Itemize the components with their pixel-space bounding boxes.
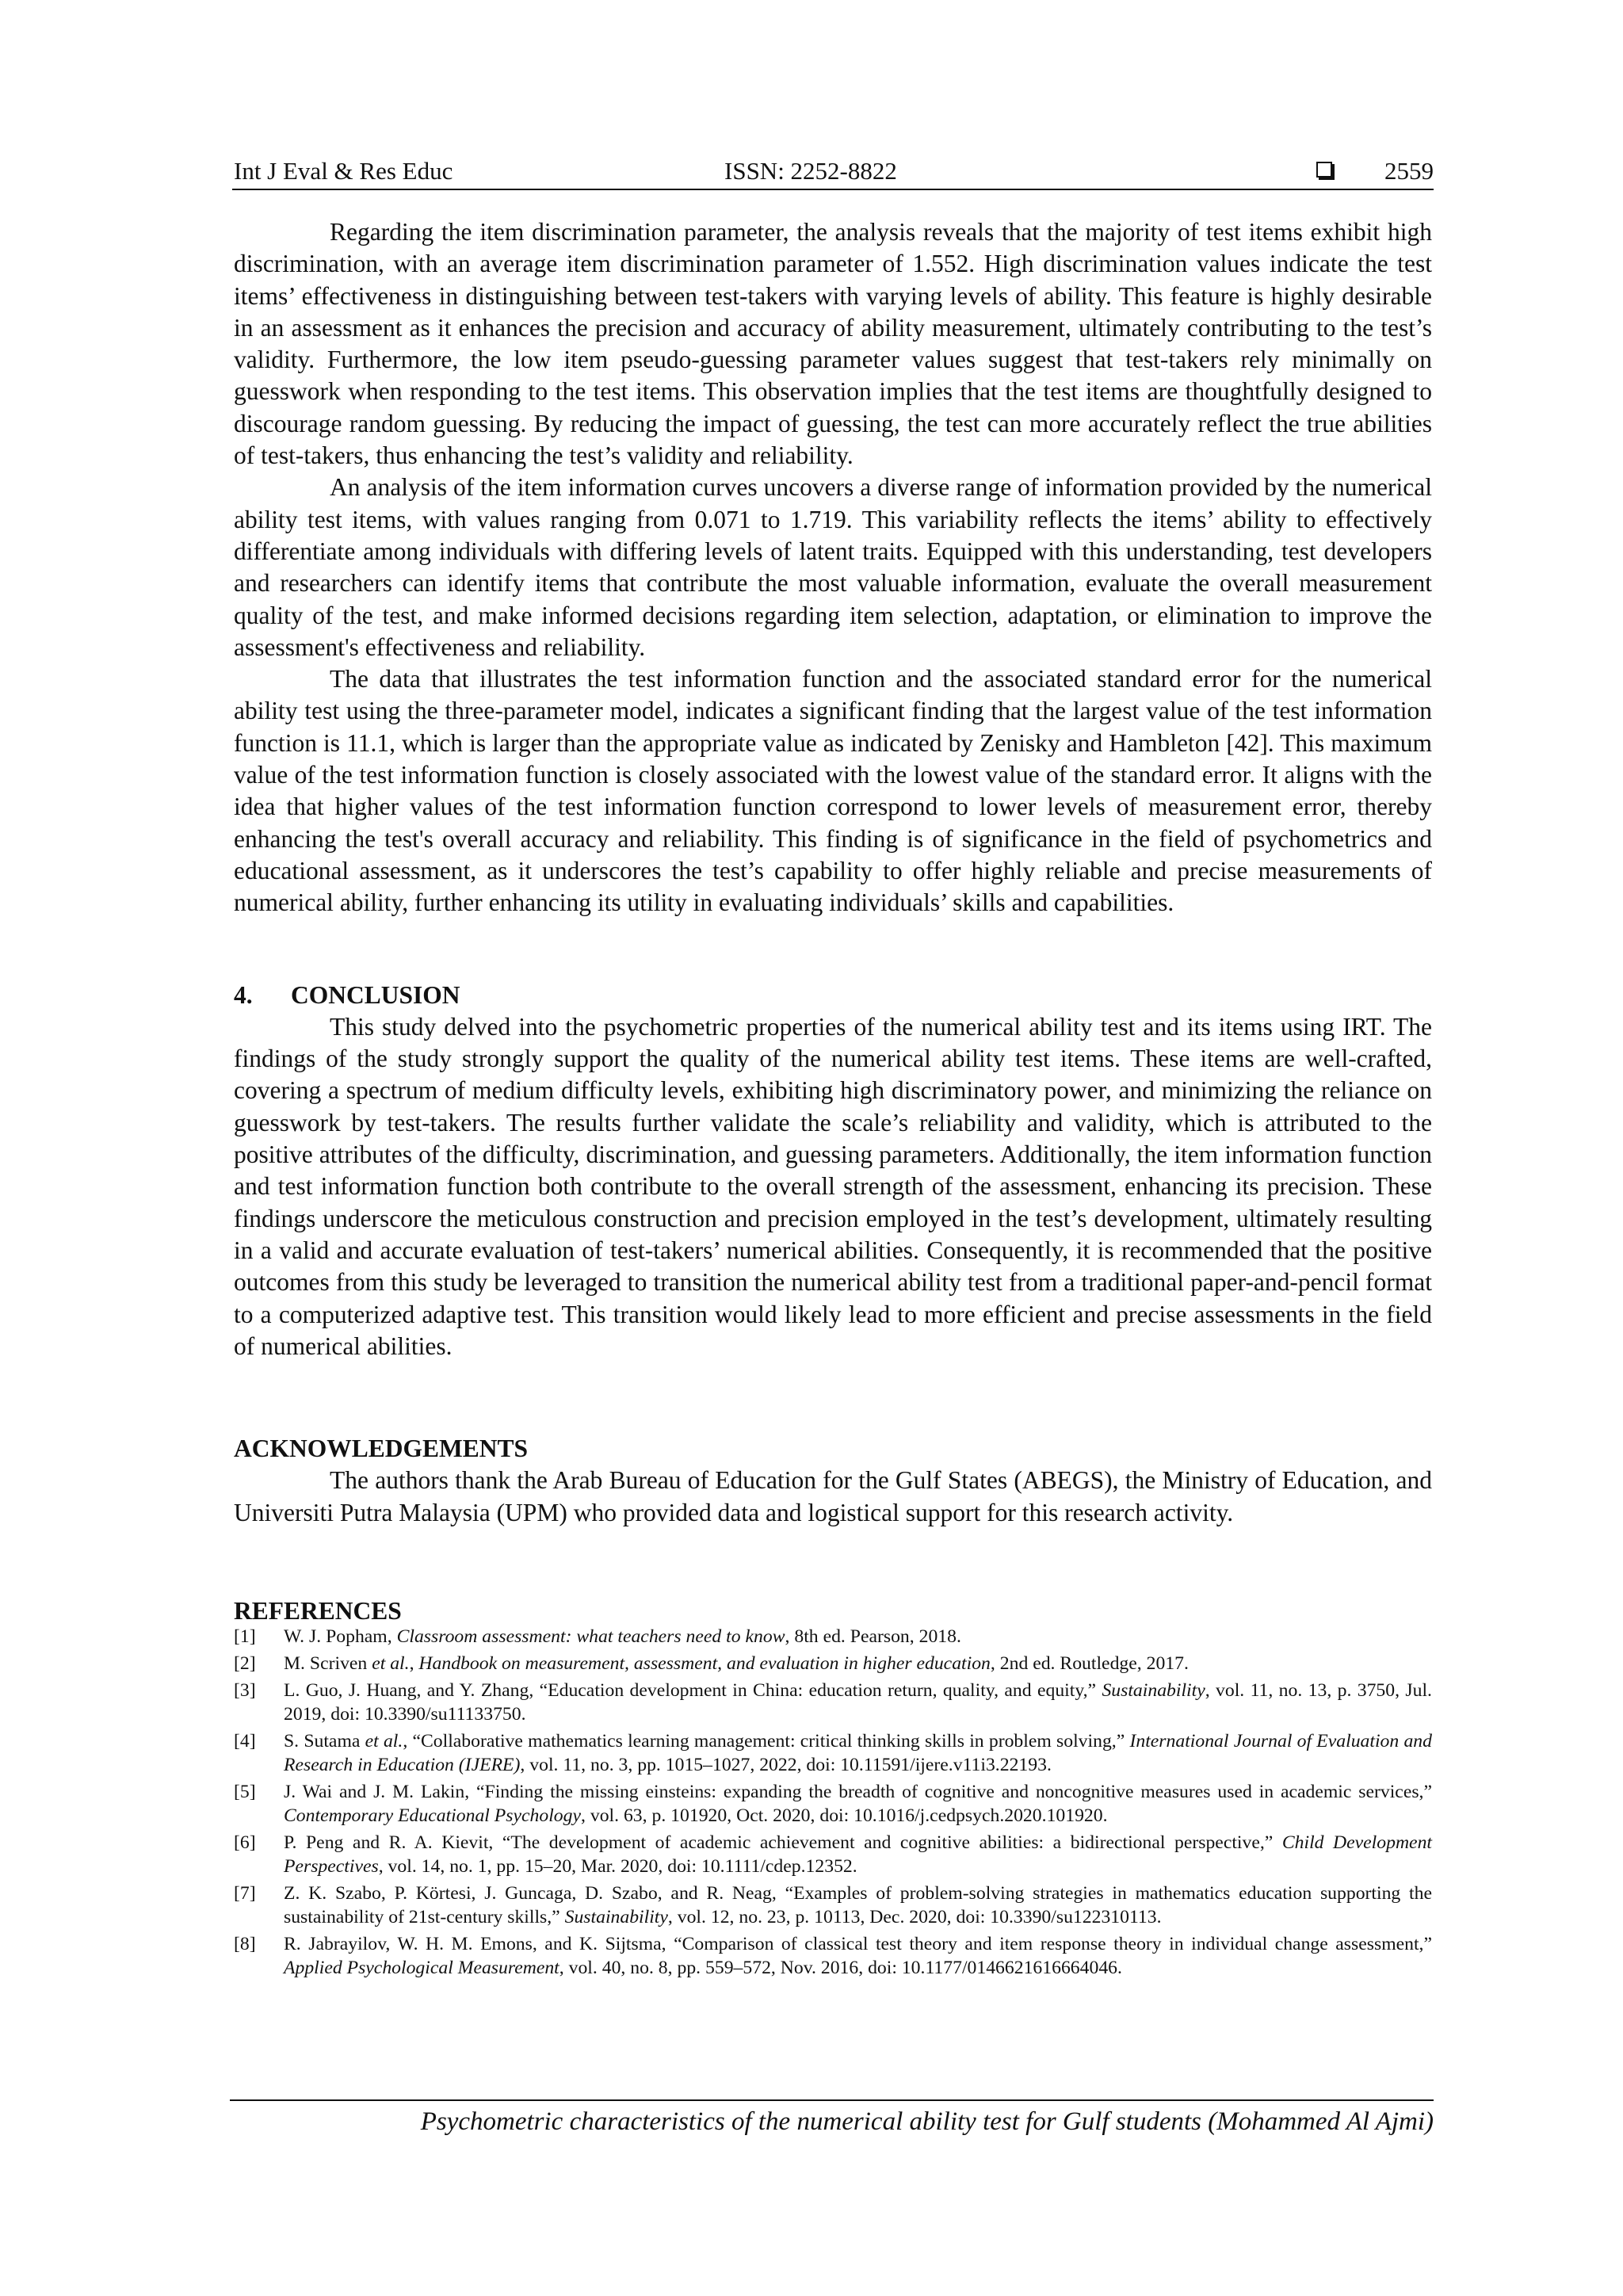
reference-item [234,1932,1432,1980]
reference-segment: J. Wai and J. M. Lakin, “Finding the missing einsteins: expanding the breadth of cognitive and noncognitive measures used in academic services,” [284,1781,1432,1802]
reference-text [284,1932,1432,1980]
reference-segment: W. J. Popham, [284,1626,397,1647]
reference-italic-segment: Contemporary Educational Psychology [284,1805,581,1826]
reference-item [234,1780,1432,1828]
reference-text [284,1729,1432,1777]
reference-segment: , vol. 12, no. 23, p. 10113, Dec. 2020, doi: 10.3390/su122310113. [667,1906,1162,1927]
reference-segment: Z. K. Szabo, P. Körtesi, J. Guncaga, D. Szabo, and R. Neag, “Examples of problem-solving strategies in mathematics education supporting the sustainability of 21st-century skills,” [284,1882,1432,1927]
reference-number: [4] [234,1730,256,1752]
reference-italic-segment: International Journal of Evaluation and Research in Education (IJERE) [284,1730,1432,1775]
reference-italic-segment: Classroom assessment: what teachers need to know [396,1626,785,1647]
reference-segment: , [409,1652,419,1674]
reference-number: [2] [234,1652,256,1674]
reference-italic-segment: Applied Psychological Measurement [284,1957,559,1978]
reference-text [284,1881,1432,1929]
square-bullet-icon [1316,162,1332,178]
journal-name: Int J Eval & Res Educ [234,157,453,185]
reference-item [234,1881,1432,1929]
reference-text [284,1780,1432,1828]
reference-segment: , vol. 14, no. 1, pp. 15–20, Mar. 2020, doi: 10.1111/cdep.12352. [378,1855,857,1877]
reference-item [234,1625,1432,1648]
reference-number: [3] [234,1679,256,1701]
section-number: 4. [234,980,253,1009]
reference-item [234,1729,1432,1777]
issn: ISSN: 2252-8822 [724,157,897,185]
reference-item [234,1831,1432,1878]
reference-segment: , vol. 11, no. 13, p. 3750, Jul. 2019, doi: 10.3390/su11133750. [284,1679,1432,1725]
reference-item [234,1652,1432,1675]
reference-number: [6] [234,1832,256,1853]
body-paragraph: Regarding the item discrimination parameter, the analysis reveals that the majority of test items exhibit high discrimination, with an average item discrimination parameter of 1.552. High discrimination values indicate the test items’ effectiveness in distinguishing between test-takers with varying levels of ability. This feature is highly desirable in an assessment as it enhances the precision and accuracy of ability measurement, ultimately contributing to the test’s validity. Furthermore, the low item pseudo-guessing parameter values suggest that test-takers rely minimally on guesswork when responding to the test items. This observation implies that the test items are thoughtfully designed to discourage random guessing. By reducing the impact of guessing, the test can more accurately reflect the true abilities of test-takers, thus enhancing the test’s validity and reliability. [234,218,1432,470]
reference-italic-segment: Sustainability [1102,1679,1205,1701]
reference-text [284,1625,1432,1648]
reference-number: [1] [234,1626,256,1647]
footer-rule [230,2099,1434,2101]
body-paragraph: An analysis of the item information curves uncovers a diverse range of information provided by the numerical ability test items, with values ranging from 0.071 to 1.719. This variability reflects the items’ ability to effectively differentiate among individuals with differing levels of latent traits. Equipped with this understanding, test developers and researchers can identify items that contribute the most valuable information, evaluate the overall measurement quality of the test, and make informed decisions regarding item selection, adaptation, or elimination to improve the assessment's effectiveness and reliability. [234,473,1432,661]
reference-segment: , 8th ed. Pearson, 2018. [785,1626,961,1647]
reference-segment: , “Collaborative mathematics learning management: critical thinking skills in problem solving,” [403,1730,1130,1752]
reference-segment: P. Peng and R. A. Kievit, “The development of academic achievement and cognitive abilities: a bidirectional perspective,” [284,1832,1282,1853]
reference-item [234,1679,1432,1726]
running-title: Psychometric characteristics of the numerical ability test for Gulf students (Mohammed Al Ajmi) [420,2107,1434,2136]
reference-italic-segment: Sustainability [564,1906,668,1927]
acknowledgements-paragraph: The authors thank the Arab Bureau of Education for the Gulf States (ABEGS), the Ministry of Education, and Universiti Putra Malaysia (UPM) who provided data and logistical support for this research activity. [234,1466,1432,1526]
reference-segment: , vol. 63, p. 101920, Oct. 2020, doi: 10.1016/j.cedpsych.2020.101920. [581,1805,1108,1826]
reference-segment: M. Scriven [284,1652,372,1674]
reference-number: [8] [234,1933,256,1954]
reference-italic-segment: et al. [365,1730,403,1752]
reference-text [284,1679,1432,1726]
header-rule [232,189,1434,190]
acknowledgements-heading: ACKNOWLEDGEMENTS [234,1435,529,1463]
reference-number: [7] [234,1882,256,1904]
reference-number: [5] [234,1781,256,1802]
reference-segment: , vol. 11, no. 3, pp. 1015–1027, 2022, doi: 10.11591/ijere.v11i3.22193. [520,1754,1052,1775]
body-column [234,216,1432,1983]
reference-italic-segment: et al. [372,1652,410,1674]
reference-italic-segment: Handbook on measurement, assessment, and evaluation in higher education [418,1652,991,1674]
body-paragraph: The data that illustrates the test information function and the associated standard error for the numerical ability test using the three-parameter model, indicates a significant finding that the largest value of the test information function is 11.1, which is larger than the appropriate value as indicated by Zenisky and Hambleton [42]. This maximum value of the test information function is closely associated with the lowest value of the standard error. It aligns with the idea that higher values of the test information function correspond to lower levels of measurement error, thereby enhancing the test's overall accuracy and reliability. This finding is of significance in the field of psychometrics and educational assessment, as it underscores the test’s capability to offer highly reliable and precise measurements of numerical ability, further enhancing its utility in evaluating individuals’ skills and capabilities. [234,665,1432,917]
reference-segment: L. Guo, J. Huang, and Y. Zhang, “Education development in China: education return, quality, and equity,” [284,1679,1102,1701]
reference-list [234,1625,1432,1980]
conclusion-paragraph: This study delved into the psychometric properties of the numerical ability test and its items using IRT. The findings of the study strongly support the quality of the numerical ability test items. These items are well-crafted, covering a spectrum of medium difficulty levels, exhibiting high discriminatory power, and minimizing the reliance on guesswork by test-takers. The results further validate the scale’s reliability and validity, which is attributed to the positive attributes of the difficulty, discrimination, and guessing parameters. Additionally, the item information function and test information function both contribute to the overall strength of the assessment, enhancing its precision. These findings underscore the meticulous construction and precision employed in the test’s development, ultimately resulting in a valid and accurate evaluation of test-takers’ numerical abilities. Consequently, it is recommended that the positive outcomes from this study be leveraged to transition the numerical ability test from a traditional paper-and-pencil format to a computerized adaptive test. This transition would likely lead to more efficient and precise assessments in the field of numerical abilities. [234,1012,1432,1360]
reference-segment: R. Jabrayilov, W. H. M. Emons, and K. Sijtsma, “Comparison of classical test theory and item response theory in individual change assessment,” [284,1933,1432,1954]
page-number: 2559 [1384,157,1434,185]
reference-text [284,1652,1432,1675]
references-heading: REFERENCES [234,1596,402,1625]
reference-segment: S. Sutama [284,1730,365,1752]
section-title: CONCLUSION [291,980,460,1009]
reference-text [284,1831,1432,1878]
section-heading-conclusion [234,980,1432,1011]
reference-segment: , 2nd ed. Routledge, 2017. [990,1652,1189,1674]
reference-italic-segment: Child Development Perspectives [284,1832,1432,1877]
reference-segment: , vol. 40, no. 8, pp. 559–572, Nov. 2016, doi: 10.1177/0146621616664046. [559,1957,1122,1978]
